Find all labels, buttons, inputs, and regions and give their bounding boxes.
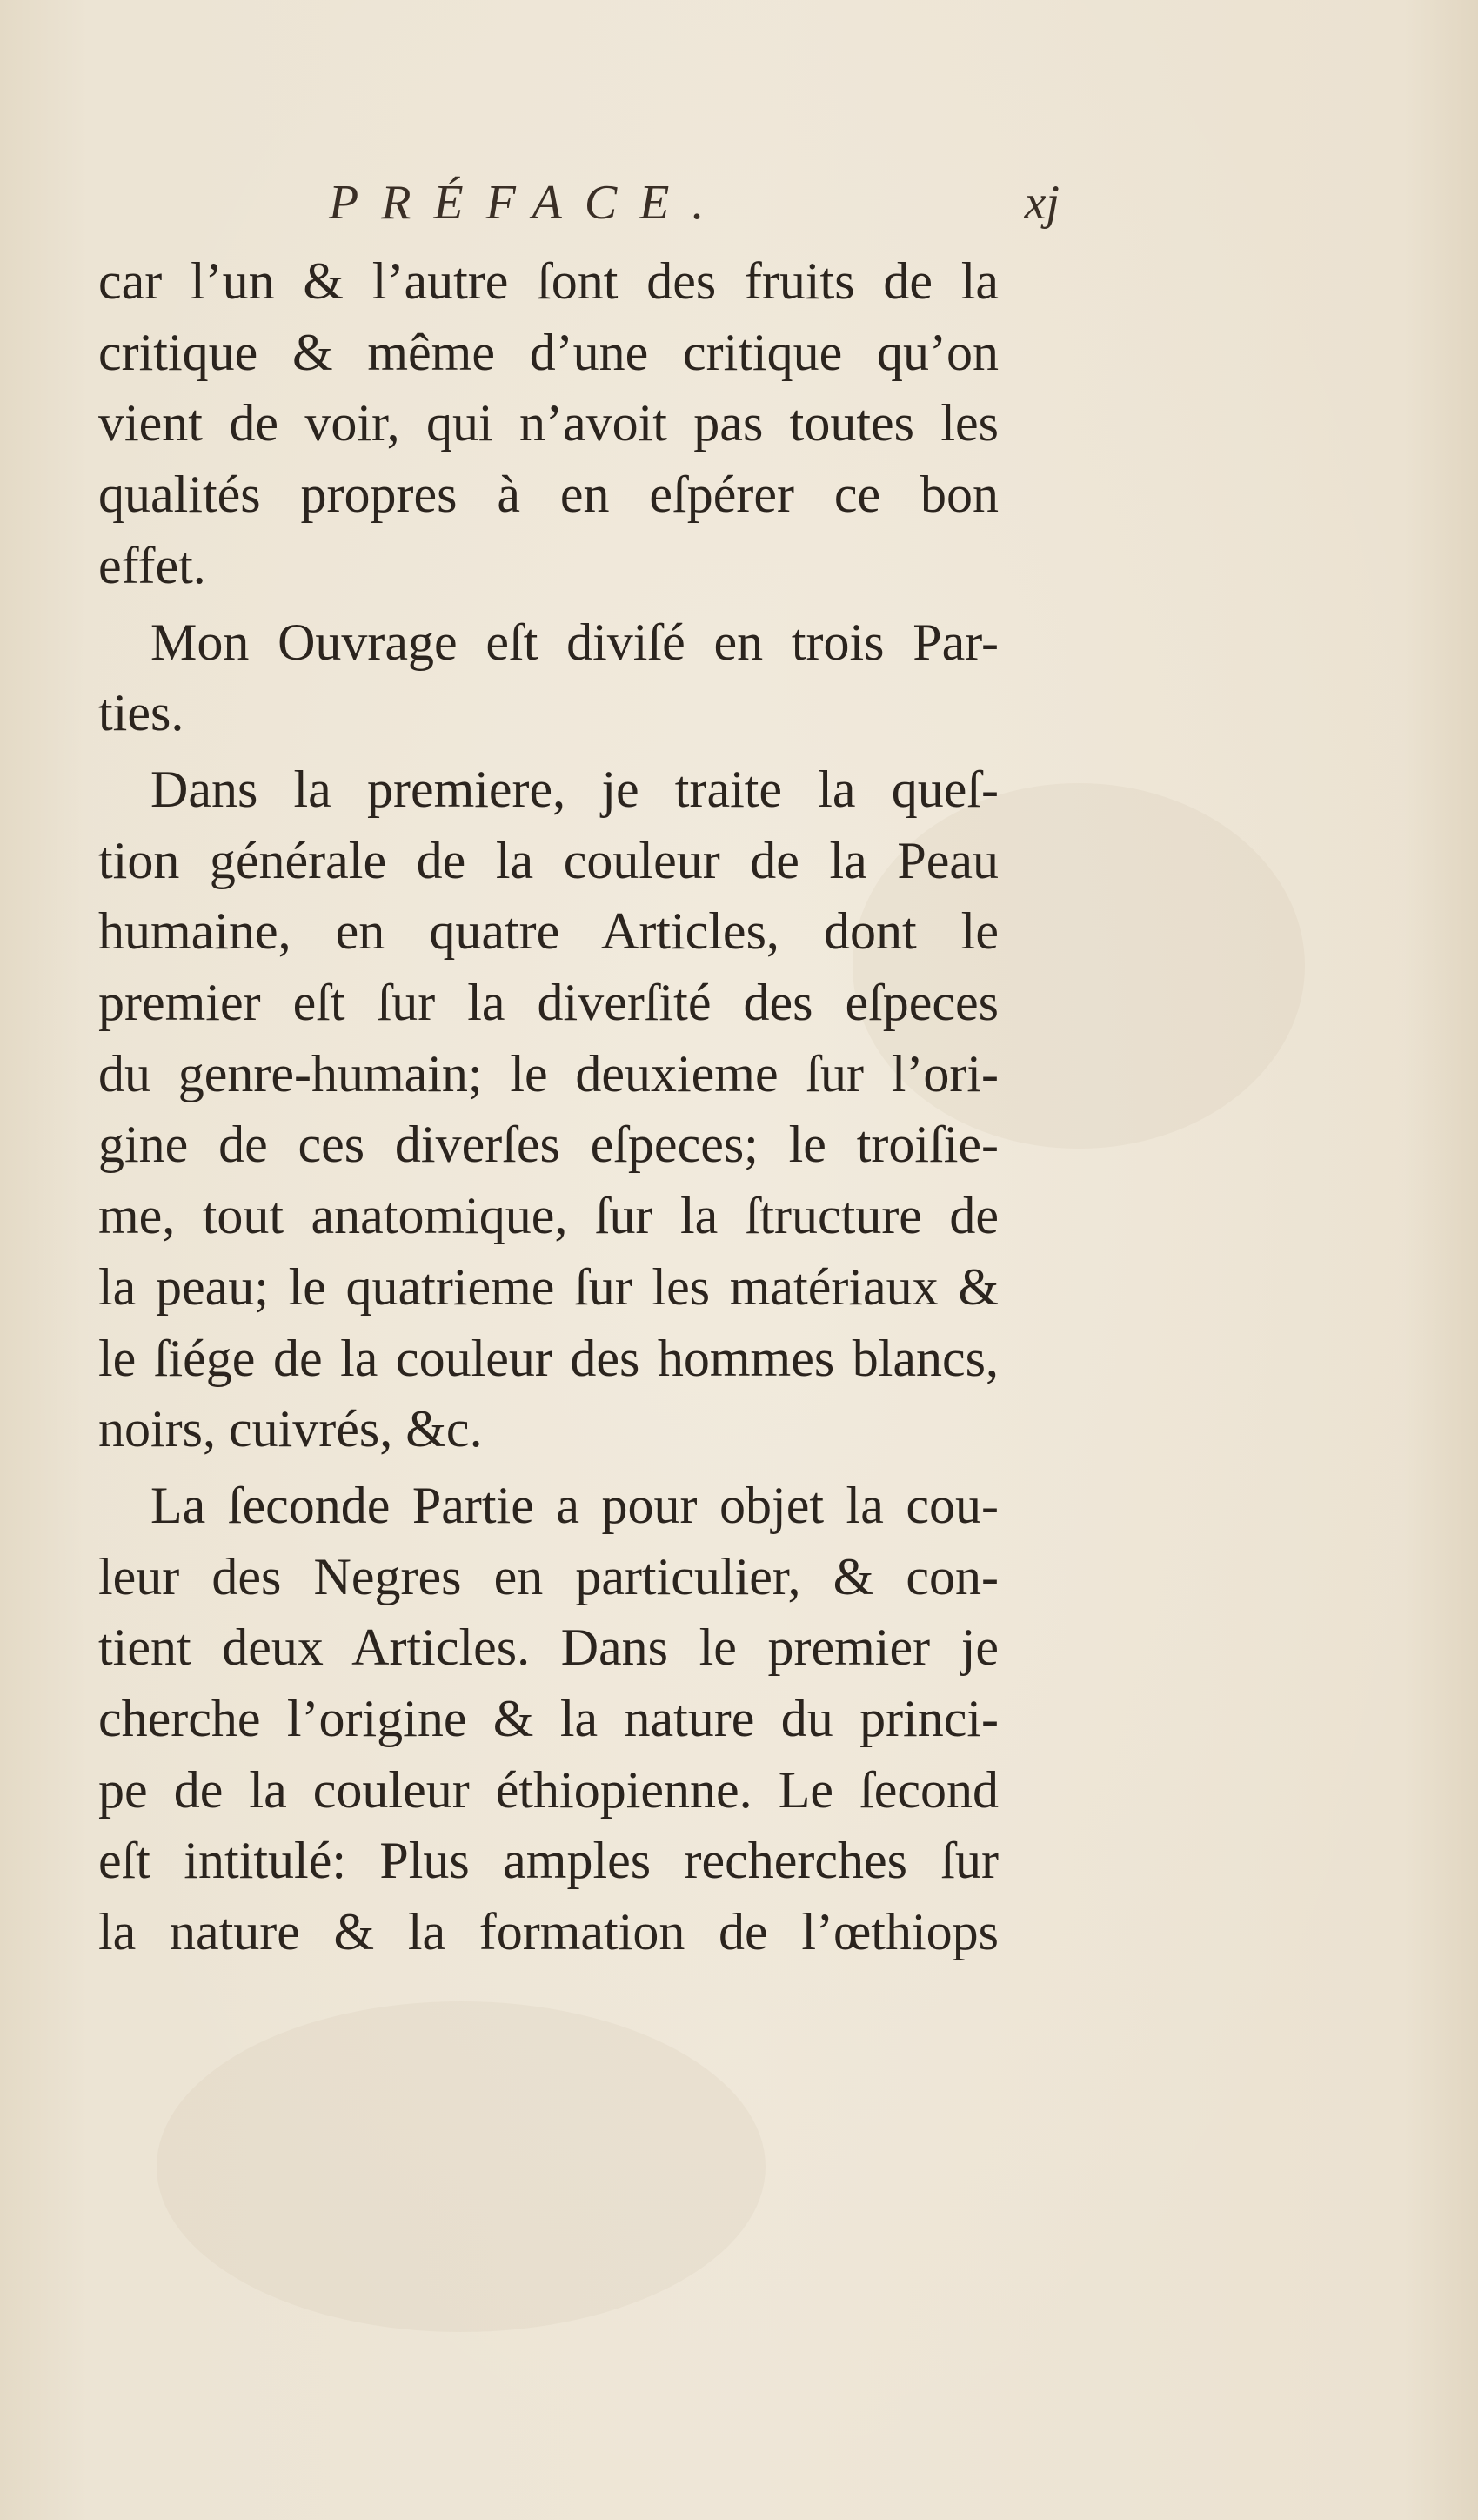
text-line: eſt intitulé: Plus amples recherches ſur — [98, 1832, 999, 1890]
text-line: la nature & la formation de l’œthiops — [98, 1903, 999, 1961]
text-line: le ſiége de la couleur des hommes blancs, — [98, 1329, 999, 1387]
text-line: gine de ces diverſes eſpeces; le troiſie- — [98, 1116, 999, 1174]
text-line: noirs, cuivrés, &c. — [98, 1400, 483, 1458]
text-line: leur des Negres en particulier, & con- — [98, 1547, 999, 1605]
text-line: vient de voir, qui n’avoit pas toutes les — [98, 394, 999, 452]
paper-stain — [157, 2001, 766, 2332]
text-line: la peau; le quatrieme ſur les matériaux & — [98, 1257, 999, 1316]
text-line: qualités propres à en eſpérer ce bon — [98, 466, 999, 524]
paragraph-1 — [98, 246, 999, 602]
paragraph-2 — [98, 607, 999, 749]
text-line: ties. — [98, 684, 184, 742]
text-line: premier eſt ſur la diverſité des eſpeces — [98, 974, 999, 1032]
text-line: tion générale de la couleur de la Peau — [98, 831, 999, 889]
text-line: La ſeconde Partie a pour objet la cou- — [150, 1476, 999, 1534]
text-line: cherche l’origine & la nature du princi- — [98, 1690, 999, 1748]
text-line: me, tout anatomique, ſur la ſtructure de — [98, 1187, 999, 1245]
text-line: car l’un & l’autre ſont des fruits de la — [98, 252, 999, 310]
text-line: Mon Ouvrage eſt diviſé en trois Par- — [150, 613, 999, 671]
text-line: Dans la premiere, je traite la queſ- — [150, 760, 999, 818]
text-line: pe de la couleur éthiopienne. Le ſecond — [98, 1760, 999, 1819]
paragraph-4 — [98, 1471, 999, 1968]
text-line: du genre-humain; le deuxieme ſur l’ori- — [98, 1044, 999, 1102]
page-number: xj — [1024, 176, 1060, 230]
running-head — [329, 172, 1060, 233]
paragraph-3 — [98, 754, 999, 1465]
text-line: tient deux Articles. Dans le premier je — [98, 1619, 999, 1677]
body-text — [98, 246, 999, 1968]
text-line: critique & même d’une critique qu’on — [98, 323, 999, 381]
running-title: PRÉFACE. — [329, 176, 727, 230]
text-line: humaine, en quatre Articles, dont le — [98, 902, 999, 961]
text-line: effet. — [98, 536, 206, 594]
